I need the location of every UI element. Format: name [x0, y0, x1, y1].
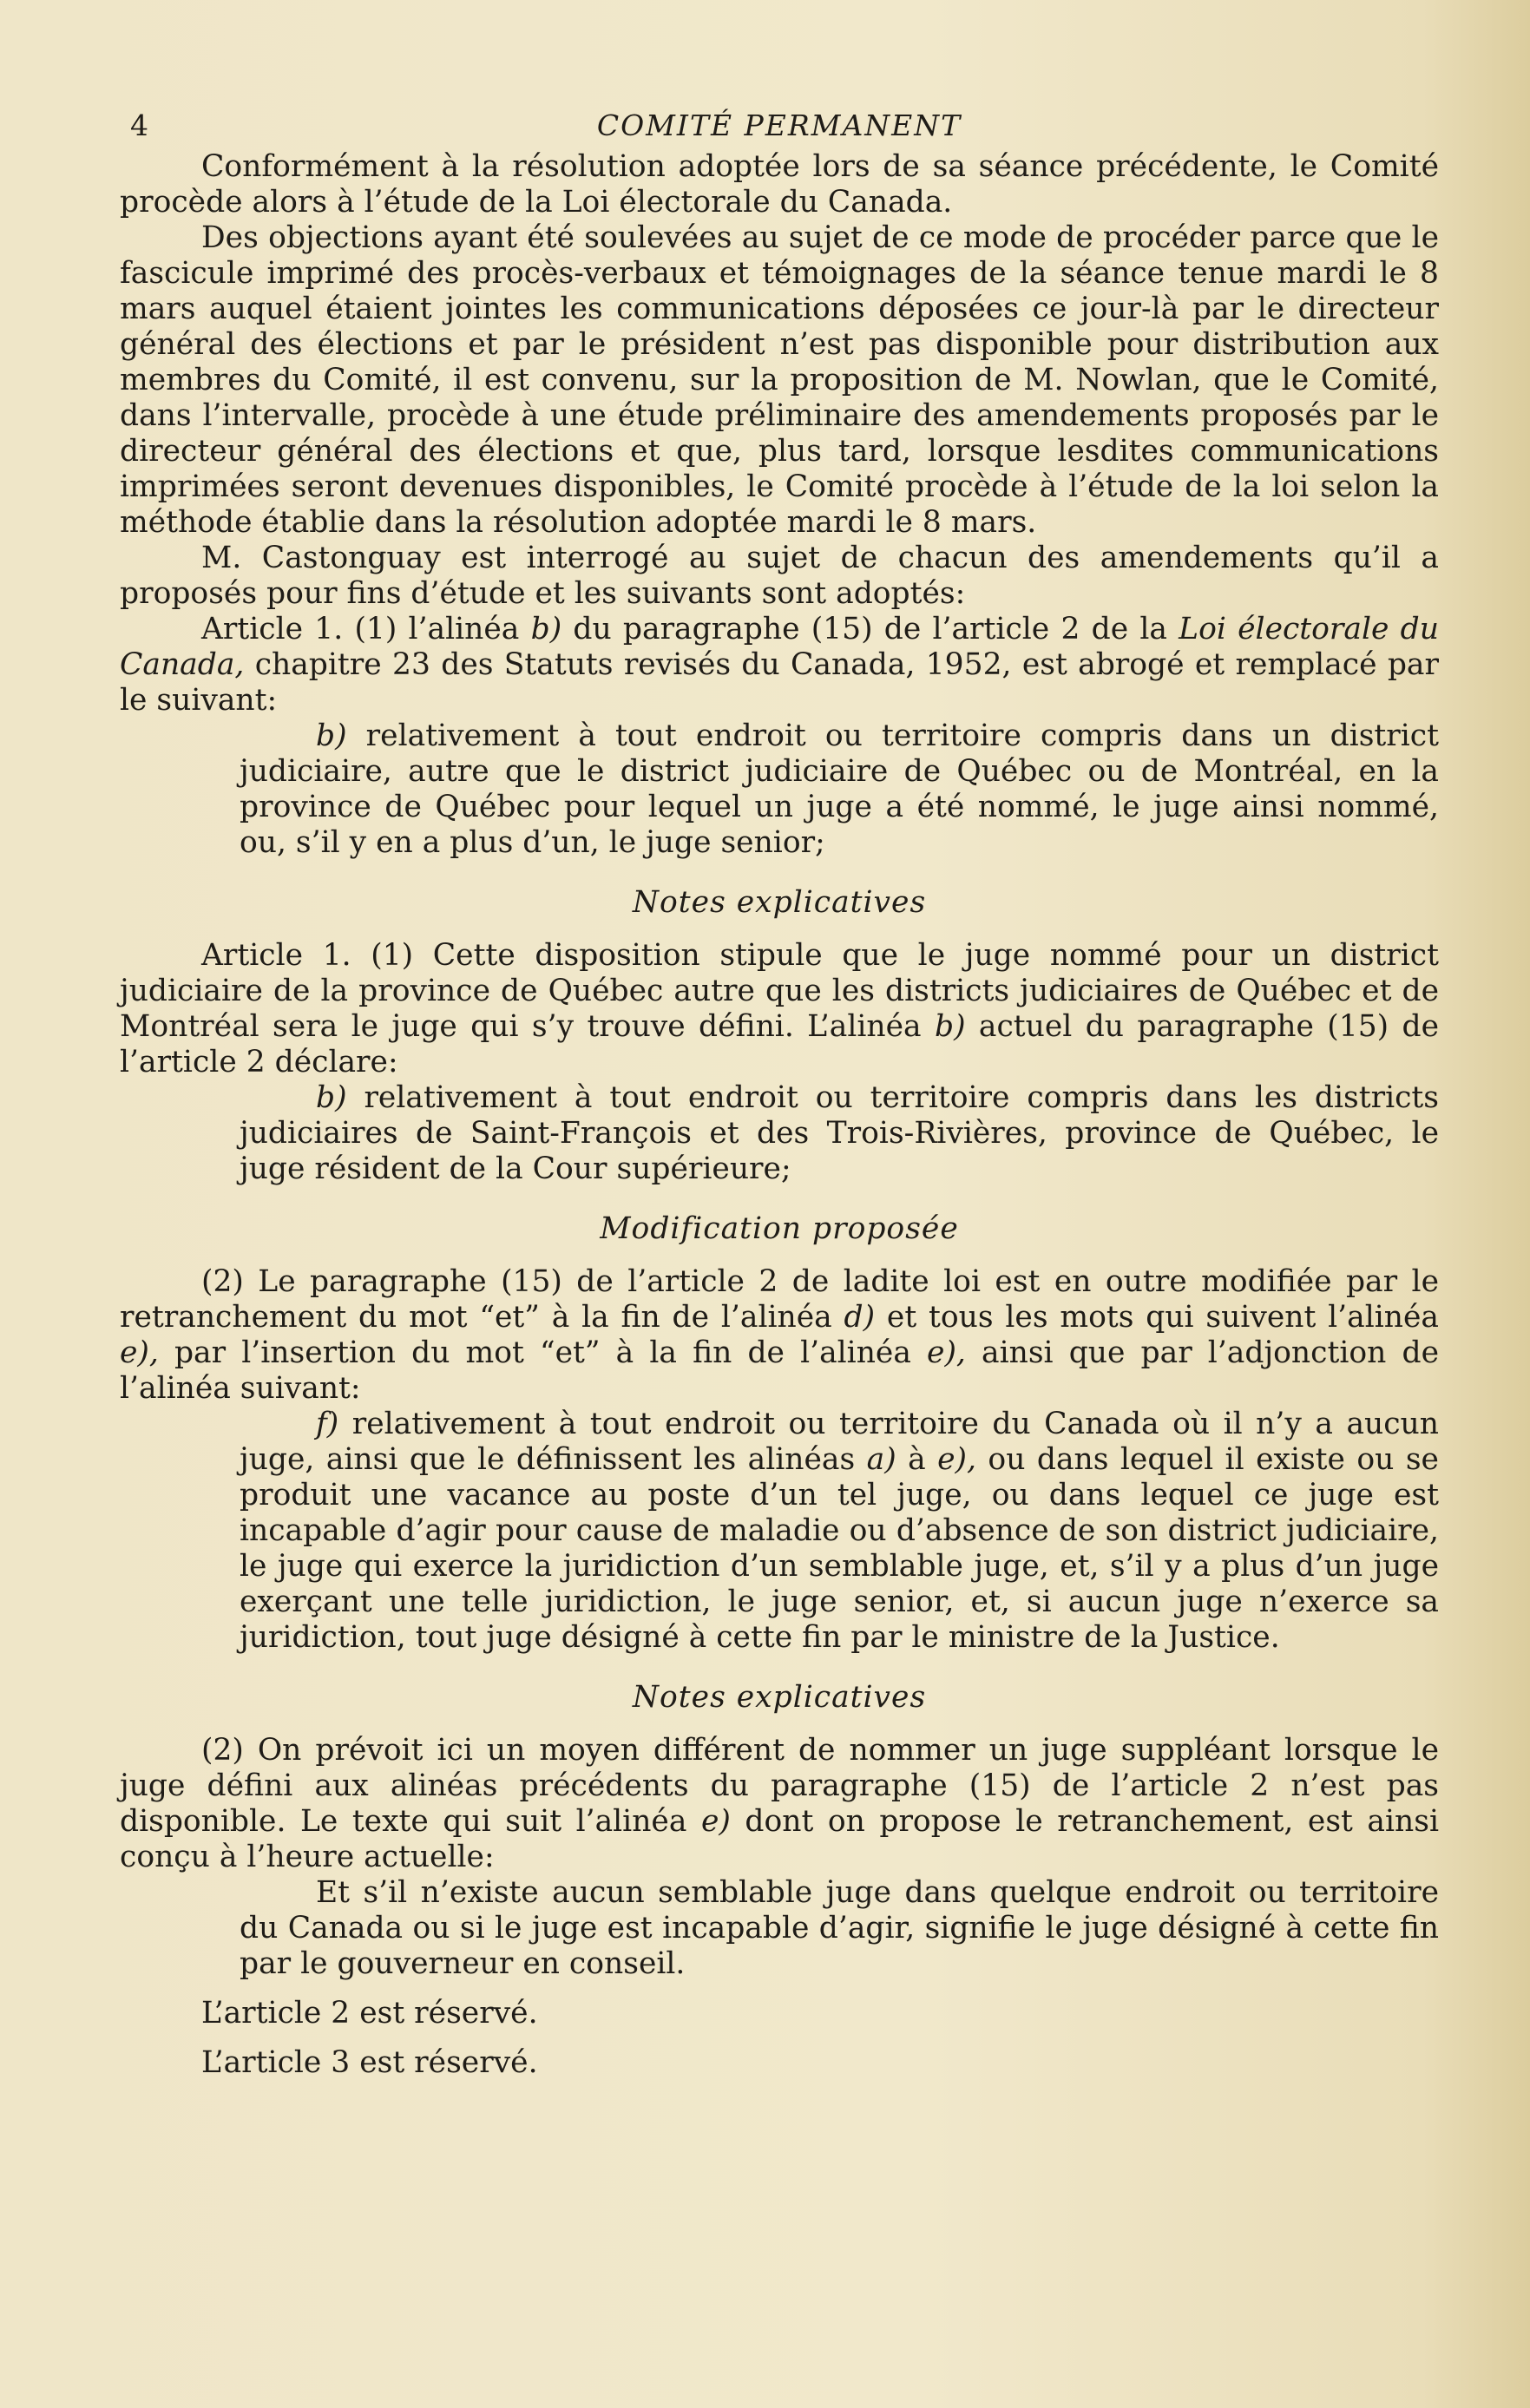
letter-ref: e), — [927, 1335, 966, 1370]
text-run: chapitre 23 des Statuts revisés du Canada, 1952, est abrogé et remplacé par le suivant: — [120, 647, 1439, 718]
article-2-reserved: L’article 2 est réservé. — [201, 1996, 538, 2031]
letter-ref: e) — [700, 1804, 731, 1839]
letter-ref: e), — [937, 1442, 976, 1477]
article-3-reserved: L’article 3 est réservé. — [201, 2045, 538, 2080]
text-run: ainsi que par l’adjonction de l’alinéa suivant: — [120, 1335, 1439, 1406]
text-run: et tous les mots qui suivent l’alinéa — [875, 1300, 1439, 1335]
quoted-provision-b-new — [240, 718, 1439, 861]
letter-ref: a) — [866, 1442, 896, 1477]
page-header — [120, 97, 1439, 149]
law-title: Loi électorale du Canada, — [120, 612, 1439, 682]
text-run: Article 1. (1) Cette disposition stipule que le juge nommé pour un district judiciaire de la province de Québec autre que les districts judiciaires de Québec et de Montréal sera le juge qui s’y trouve défini. L’alinéa — [120, 938, 1439, 1044]
text-run: actuel du paragraphe (15) de l’article 2 déclare: — [120, 1009, 1439, 1079]
heading-modification-proposee: Modification proposée — [600, 1211, 959, 1246]
quoted-provision-b-current — [240, 1080, 1439, 1187]
paragraph-amendment-2 — [120, 1264, 1439, 1407]
page-number: 4 — [130, 108, 148, 142]
quoted-current-text: Et s’il n’existe aucun semblable juge dans quelque endroit ou territoire du Canada ou si le juge est incapable d’agir, signifie le juge désigné à cette fin par le gouverneur en conseil. — [240, 1875, 1439, 1981]
text-run: relativement à tout endroit ou territoire compris dans les districts judiciaires de Saint-François et des Trois-Rivières, province de Québec, le juge résident de la Cour supérieure; — [240, 1080, 1439, 1186]
letter-ref: f) — [316, 1407, 339, 1441]
page-content — [120, 97, 1439, 2081]
letter-ref: d) — [844, 1300, 876, 1335]
paragraph-note-article-1 — [120, 938, 1439, 1080]
quoted-provision-f — [240, 1407, 1439, 1656]
letter-ref: b) — [530, 612, 562, 646]
paragraph-castonguay: M. Castonguay est interrogé au sujet de chacun des amendements qu’il a proposés pour fins d’étude et les suivants sont adoptés: — [120, 541, 1439, 611]
paragraph-objections: Des objections ayant été soulevées au sujet de ce mode de procéder parce que le fascicule imprimé des procès-verbaux et témoignages de la séance tenue mardi le 8 mars auquel étaient jointes les communications déposées ce jour-là par le directeur général des élections et par le président n’est pas disponible pour distribution aux membres du Comité, il est convenu, sur la proposition de M. Nowlan, que le Comité, dans l’intervalle, procède à une étude préliminaire des amendements proposés par le directeur général des élections et que, plus tard, lorsque lesdites communications imprimées seront devenues disponibles, le Comité procède à l’étude de la loi selon la méthode établie dans la résolution adoptée mardi le 8 mars. — [120, 220, 1439, 540]
text-run: à — [896, 1442, 938, 1477]
letter-ref: b) — [934, 1009, 966, 1044]
text-run: relativement à tout endroit ou territoire du Canada où il n’y a aucun juge, ainsi que le définissent les alinéas — [240, 1407, 1439, 1477]
text-run: par l’insertion du mot “et” à la fin de l’alinéa — [158, 1335, 928, 1370]
running-title: COMITÉ PERMANENT — [596, 108, 962, 142]
paragraph-article-1 — [120, 612, 1439, 718]
paragraph-resolution: Conformément à la résolution adoptée lors de sa séance précédente, le Comité procède alors à l’étude de la Loi électorale du Canada. — [120, 149, 1439, 220]
heading-notes-explicatives-1: Notes explicatives — [632, 885, 927, 920]
heading-notes-explicatives-2: Notes explicatives — [632, 1680, 927, 1715]
text-run: (2) Le paragraphe (15) de l’article 2 de ladite loi est en outre modifiée par le retranchement du mot “et” à la fin de l’alinéa — [120, 1264, 1439, 1335]
text-run: du paragraphe (15) de l’article 2 de la — [561, 612, 1179, 646]
letter-ref: e), — [120, 1335, 159, 1370]
text-run: ou dans lequel il existe ou se produit une vacance au poste d’un tel juge, ou dans lequel ce juge est incapable d’agir pour cause de maladie ou d’absence de son district judiciaire, le juge qui exerce la juridiction d’un semblable juge, et, s’il y a plus d’un juge exerçant une telle juridiction, le juge senior, et, si aucun juge n’exerce sa juridiction, tout juge désigné à cette fin par le ministre de la Justice. — [240, 1442, 1439, 1655]
letter-ref: b) — [316, 718, 347, 753]
text-run: Article 1. (1) l’alinéa — [201, 612, 531, 646]
paragraph-note-2 — [120, 1733, 1439, 1875]
letter-ref: b) — [316, 1080, 347, 1115]
text-run: relativement à tout endroit ou territoire compris dans un district judiciaire, autre que le district judiciaire de Québec ou de Montréal, en la province de Québec pour lequel un juge a été nommé, le juge ainsi nommé, ou, s’il y en a plus d’un, le juge senior; — [240, 718, 1439, 860]
text-run: dont on propose le retranchement, est ainsi conçu à l’heure actuelle: — [120, 1804, 1439, 1874]
text-run: (2) On prévoit ici un moyen différent de nommer un juge suppléant lorsque le juge défini aux alinéas précédents du paragraphe (15) de l’article 2 n’est pas disponible. Le texte qui suit l’alinéa — [120, 1733, 1439, 1839]
